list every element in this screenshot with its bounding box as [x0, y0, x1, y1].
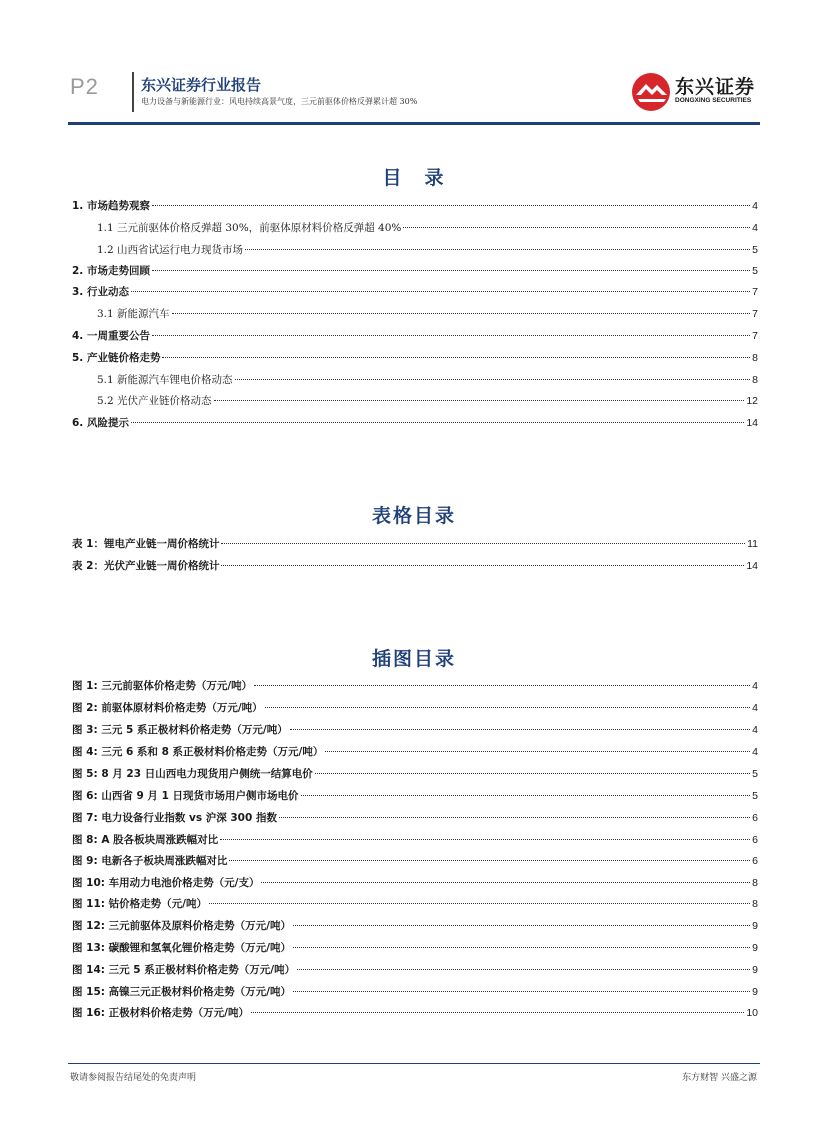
table-toc-entry-page: 14 [746, 560, 758, 572]
footer-slogan: 东方财智 兴盛之源 [682, 1073, 757, 1083]
figure-toc-entry-page: 5 [752, 790, 758, 802]
toc-entry-page: 8 [752, 374, 758, 386]
figure-toc-entry[interactable] [72, 941, 758, 955]
figure-toc-entry-label: 图 10: 车用动力电池价格走势（元/支） [72, 877, 260, 889]
figure-toc-entry[interactable] [72, 745, 758, 759]
toc-entry-page: 4 [752, 200, 758, 212]
toc-entry[interactable] [72, 264, 758, 278]
logo-chinese-name: 东兴证券 [675, 76, 756, 98]
figure-toc-entry-label: 图 12: 三元前驱体及原料价格走势（万元/吨） [72, 920, 291, 932]
toc-entry-label: 1.2 山西省试运行电力现货市场 [97, 244, 244, 256]
figure-toc-entry[interactable] [72, 854, 758, 868]
figure-toc-entry-label: 图 8: A 股各板块周涨跌幅对比 [72, 834, 219, 846]
figure-toc-entry-label: 图 15: 高镍三元正极材料价格走势（万元/吨） [72, 986, 291, 998]
toc-entry[interactable] [97, 394, 758, 408]
figure-toc-entry-label: 图 9: 电新各子板块周涨跌幅对比 [72, 855, 228, 867]
table-toc-entry-label: 表 2：光伏产业链一周价格统计 [72, 560, 220, 572]
tables-toc-title: 表格目录 [371, 505, 456, 527]
toc-entry-page: 7 [752, 330, 758, 342]
figure-toc-entry-page: 5 [752, 768, 758, 780]
toc-entry[interactable] [97, 373, 758, 387]
toc-entry-label: 1. 市场趋势观察 [72, 200, 150, 212]
footer-disclaimer: 敬请参阅报告结尾处的免责声明 [70, 1073, 197, 1083]
figure-toc-entry-label: 图 16: 正极材料价格走势（万元/吨） [72, 1007, 249, 1019]
header-separator [132, 72, 134, 112]
logo-english-name: DONGXING SECURITIES [675, 97, 752, 104]
figure-toc-entry[interactable] [72, 811, 758, 825]
toc-entry-label: 5.2 光伏产业链价格动态 [97, 395, 212, 407]
figure-toc-entry[interactable] [72, 701, 758, 715]
toc-entry[interactable] [97, 243, 758, 257]
figure-toc-entry-page: 9 [752, 920, 758, 932]
toc-entry-label: 3. 行业动态 [72, 286, 129, 298]
toc-entry-page: 8 [752, 352, 758, 364]
figure-toc-entry-label: 图 14: 三元 5 系正极材料价格走势（万元/吨） [72, 964, 296, 976]
toc-entry-label: 4. 一周重要公告 [72, 330, 150, 342]
table-toc-entry[interactable] [72, 559, 758, 573]
table-toc-entry[interactable] [72, 537, 758, 551]
figure-toc-entry-page: 6 [752, 855, 758, 867]
report-subtitle: 电力设备与新能源行业：风电持续高景气度，三元前驱体价格反弹累计超 30% [141, 97, 418, 106]
toc-entry[interactable] [72, 416, 758, 430]
page-number: P2 [70, 74, 99, 99]
toc-entry-label: 3.1 新能源汽车 [97, 308, 170, 320]
figure-toc-entry-page: 9 [752, 986, 758, 998]
table-toc-entry-label: 表 1：锂电产业链一周价格统计 [72, 538, 220, 550]
figure-toc-entry-page: 9 [752, 942, 758, 954]
dongxing-logo [630, 70, 760, 114]
figure-toc-entry-page: 4 [752, 724, 758, 736]
footer-rule [68, 1063, 760, 1064]
figure-toc-entry-label: 图 1: 三元前驱体价格走势（万元/吨） [72, 680, 253, 692]
figure-toc-entry[interactable] [72, 963, 758, 977]
toc-entry[interactable] [97, 221, 758, 235]
figure-toc-entry-page: 4 [752, 746, 758, 758]
figure-toc-entry-label: 图 2: 前驱体原材料价格走势（万元/吨） [72, 702, 263, 714]
figure-toc-entry-page: 6 [752, 812, 758, 824]
figure-toc-entry-page: 8 [752, 898, 758, 910]
figure-toc-entry-label: 图 11: 钴价格走势（元/吨） [72, 898, 207, 910]
toc-entry-page: 5 [752, 265, 758, 277]
figure-toc-entry-label: 图 13: 碳酸锂和氢氧化锂价格走势（万元/吨） [72, 942, 291, 954]
toc-entry-label: 5. 产业链价格走势 [72, 352, 161, 364]
toc-entry[interactable] [97, 307, 758, 321]
figure-toc-entry[interactable] [72, 1006, 758, 1020]
toc-entry-page: 5 [752, 244, 758, 256]
toc-entry-label: 2. 市场走势回顾 [72, 265, 150, 277]
toc-entry-page: 12 [746, 395, 758, 407]
figure-toc-entry-page: 4 [752, 702, 758, 714]
figure-toc-entry-page: 9 [752, 964, 758, 976]
figure-toc-entry[interactable] [72, 897, 758, 911]
toc-entry-page: 14 [746, 417, 758, 429]
figure-toc-entry-label: 图 6: 山西省 9 月 1 日现货市场用户侧市场电价 [72, 790, 299, 802]
figure-toc-entry-label: 图 3: 三元 5 系正极材料价格走势（万元/吨） [72, 724, 288, 736]
header-rule [68, 122, 760, 125]
toc-entry[interactable] [72, 285, 758, 299]
toc-entry[interactable] [72, 351, 758, 365]
toc-entry-label: 5.1 新能源汽车锂电价格动态 [97, 374, 233, 386]
figure-toc-entry-page: 6 [752, 834, 758, 846]
figure-toc-entry-label: 图 4: 三元 6 系和 8 系正极材料价格走势（万元/吨） [72, 746, 324, 758]
figure-toc-entry[interactable] [72, 767, 758, 781]
report-title: 东兴证券行业报告 [141, 76, 262, 94]
toc-entry-label: 6. 风险提示 [72, 417, 129, 429]
dongxing-logo-icon [630, 70, 674, 114]
figure-toc-entry[interactable] [72, 833, 758, 847]
figure-toc-entry-page: 8 [752, 877, 758, 889]
figure-toc-entry-page: 4 [752, 680, 758, 692]
figure-toc-entry-label: 图 7: 电力设备行业指数 vs 沪深 300 指数 [72, 812, 277, 824]
figure-toc-entry-label: 图 5: 8 月 23 日山西电力现货用户侧统一结算电价 [72, 768, 313, 780]
figure-toc-entry[interactable] [72, 876, 758, 890]
figure-toc-entry[interactable] [72, 789, 758, 803]
table-toc-entry-page: 11 [747, 538, 758, 550]
toc-entry-label: 1.1 三元前驱体价格反弹超 30%，前驱体原材料价格反弹超 40% [97, 222, 402, 234]
figure-toc-entry[interactable] [72, 679, 758, 693]
toc-entry[interactable] [72, 329, 758, 343]
toc-entry[interactable] [72, 199, 758, 213]
toc-title: 目 录 [382, 167, 446, 189]
toc-entry-page: 7 [752, 286, 758, 298]
figure-toc-entry[interactable] [72, 723, 758, 737]
figures-toc-title: 插图目录 [371, 648, 456, 670]
figure-toc-entry[interactable] [72, 985, 758, 999]
figure-toc-entry-page: 10 [746, 1007, 758, 1019]
toc-entry-page: 7 [752, 308, 758, 320]
toc-entry-page: 4 [752, 222, 758, 234]
figure-toc-entry[interactable] [72, 919, 758, 933]
